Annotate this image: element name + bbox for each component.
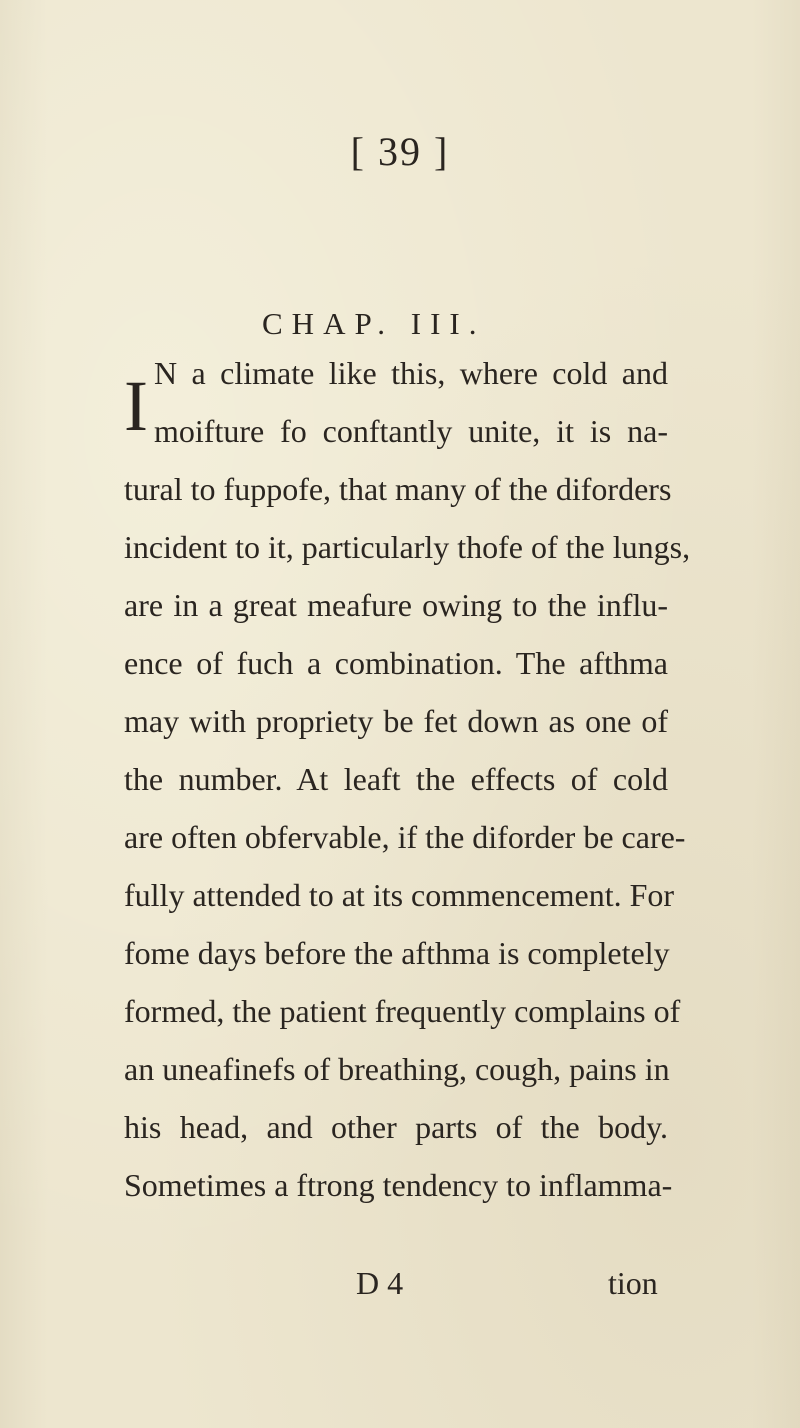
- text-line: tural to fuppofe, that many of the diforders: [124, 471, 672, 507]
- text-line: fully attended to at its commencement. For: [124, 877, 675, 913]
- text-line: are often obfervable, if the diforder be care-: [124, 819, 686, 855]
- drop-cap: I: [124, 366, 148, 446]
- text-line: formed, the patient frequently complains of: [124, 993, 681, 1029]
- text-line: the number. At leaft the effects of cold: [124, 761, 668, 797]
- text-line: an uneafinefs of breathing, cough, pains in: [124, 1051, 670, 1087]
- text-line: incident to it, particularly thofe of the lungs,: [124, 529, 691, 565]
- signature-mark: D 4: [356, 1265, 404, 1301]
- catchword: tion: [608, 1265, 658, 1301]
- text-line: fome days before the afthma is completely: [124, 935, 670, 971]
- body-text: [124, 344, 691, 1214]
- page-footer: [0, 1265, 800, 1315]
- page-number: [ 39 ]: [350, 129, 450, 174]
- text-line: may with propriety be fet down as one of: [124, 703, 668, 739]
- text-line: N a climate like this, where cold and: [154, 355, 668, 391]
- text-line: moifture fo conftantly unite, it is na-: [154, 413, 668, 449]
- text-line: are in a great meafure owing to the influ-: [124, 587, 668, 623]
- text-line: ence of fuch a combination. The afthma: [124, 645, 668, 681]
- text-line: his head, and other parts of the body.: [124, 1109, 668, 1145]
- chapter-heading: CHAP. III.: [262, 306, 486, 341]
- text-line: Sometimes a ftrong tendency to inflamma-: [124, 1167, 673, 1203]
